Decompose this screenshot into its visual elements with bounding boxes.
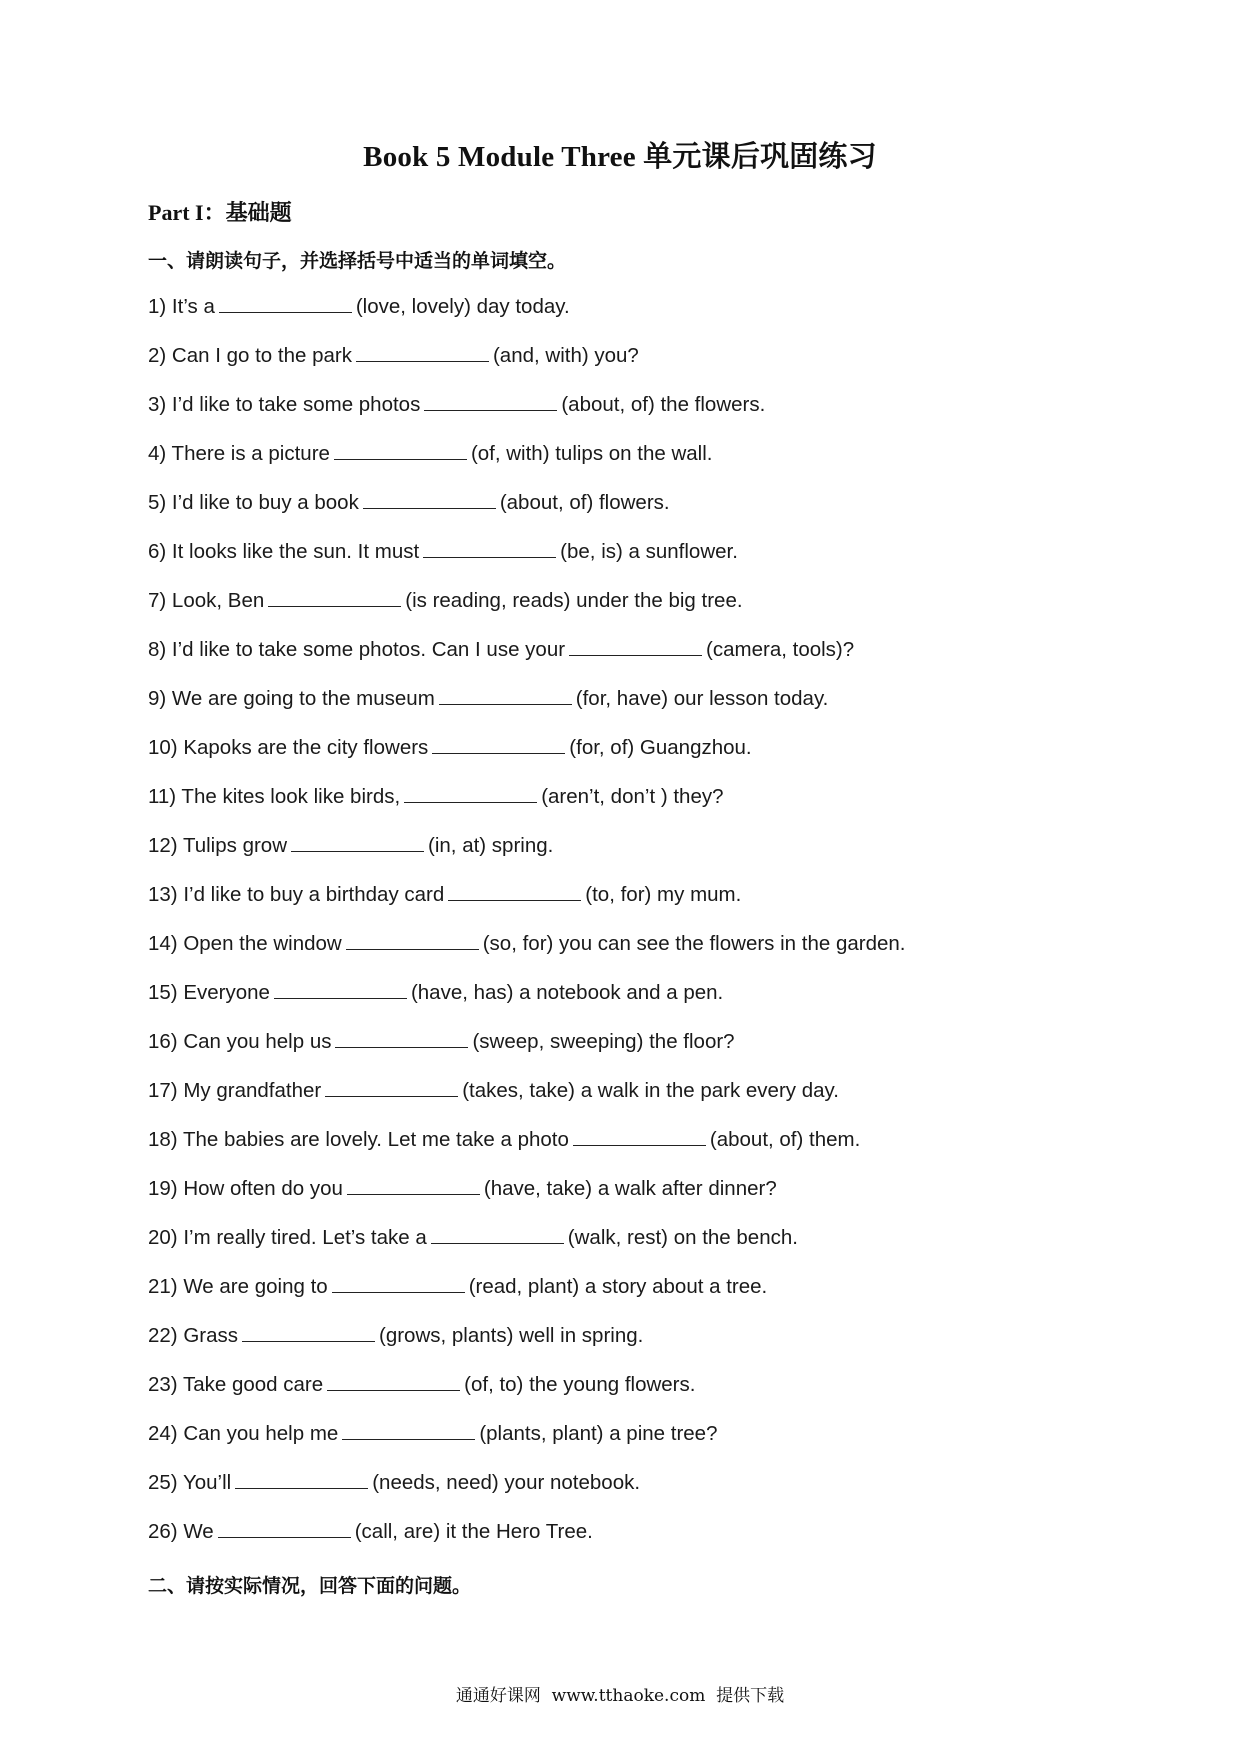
answer-blank[interactable] <box>274 978 407 999</box>
exercise-item <box>148 684 1148 733</box>
answer-blank[interactable] <box>432 733 565 754</box>
exercise-text-after: (needs, need) your notebook. <box>372 1471 641 1494</box>
exercise-text-after: (walk, rest) on the bench. <box>567 1226 798 1249</box>
exercise-text-before: 25) You’ll <box>148 1471 232 1494</box>
exercise-text-after: (have, has) a notebook and a pen. <box>410 981 724 1004</box>
exercise-text-after: (be, is) a sunflower. <box>560 540 738 563</box>
exercise-text-after: (plants, plant) a pine tree? <box>479 1422 718 1445</box>
exercise-item <box>148 880 1148 929</box>
exercise-item <box>148 341 1148 390</box>
exercise-text-after: (read, plant) a story about a tree. <box>468 1275 768 1298</box>
exercise-text-after: (of, with) tulips on the wall. <box>470 442 713 465</box>
exercise-text-before: 24) Can you help me <box>148 1422 339 1445</box>
exercise-text-after: (for, have) our lesson today. <box>575 687 829 710</box>
answer-blank[interactable] <box>334 439 467 460</box>
answer-blank[interactable] <box>342 1419 475 1440</box>
exercise-text-before: 18) The babies are lovely. Let me take a photo <box>148 1128 569 1151</box>
exercise-item <box>148 635 1148 684</box>
exercise-text-before: 20) I’m really tired. Let’s take a <box>148 1226 427 1249</box>
answer-blank[interactable] <box>347 1174 480 1195</box>
exercise-item <box>148 1076 1148 1125</box>
exercise-item <box>148 831 1148 880</box>
exercise-text-after: (takes, take) a walk in the park every day. <box>462 1079 839 1102</box>
exercise-item <box>148 1468 1148 1517</box>
exercise-text-after: (is reading, reads) under the big tree. <box>405 589 743 612</box>
answer-blank[interactable] <box>346 929 479 950</box>
exercise-text-before: 17) My grandfather <box>148 1079 322 1102</box>
exercise-text-before: 26) We <box>148 1520 214 1543</box>
exercise-text-after: (about, of) flowers. <box>499 491 670 514</box>
exercise-item <box>148 1517 1148 1566</box>
answer-blank[interactable] <box>363 488 496 509</box>
answer-blank[interactable] <box>439 684 572 705</box>
section-heading-fill-blanks: 一、请朗读句子，并选择括号中适当的单词填空。 <box>148 250 567 272</box>
exercise-text-before: 12) Tulips grow <box>148 834 288 857</box>
exercise-text-after: (aren’t, don’t ) they? <box>541 785 724 808</box>
answer-blank[interactable] <box>235 1468 368 1489</box>
answer-blank[interactable] <box>218 1517 351 1538</box>
exercise-text-before: 21) We are going to <box>148 1275 328 1298</box>
exercise-text-before: 14) Open the window <box>148 932 342 955</box>
answer-blank[interactable] <box>424 390 557 411</box>
exercise-text-before: 23) Take good care <box>148 1373 324 1396</box>
exercise-text-before: 4) There is a picture <box>148 442 330 465</box>
exercise-item <box>148 390 1148 439</box>
exercise-text-before: 7) Look, Ben <box>148 589 265 612</box>
exercise-item <box>148 488 1148 537</box>
exercise-text-after: (about, of) the flowers. <box>561 393 766 416</box>
exercise-text-after: (about, of) them. <box>709 1128 861 1151</box>
exercise-text-after: (grows, plants) well in spring. <box>379 1324 644 1347</box>
answer-blank[interactable] <box>423 537 556 558</box>
exercise-text-after: (to, for) my mum. <box>585 883 742 906</box>
answer-blank[interactable] <box>356 341 489 362</box>
exercise-item <box>148 1370 1148 1419</box>
exercise-item <box>148 1419 1148 1468</box>
exercise-item <box>148 292 1148 341</box>
exercise-text-after: (sweep, sweeping) the floor? <box>472 1030 735 1053</box>
exercise-item <box>148 537 1148 586</box>
answer-blank[interactable] <box>219 292 352 313</box>
answer-blank[interactable] <box>327 1370 460 1391</box>
exercise-text-before: 8) I’d like to take some photos. Can I use your <box>148 638 566 661</box>
exercise-item <box>148 733 1148 782</box>
answer-blank[interactable] <box>573 1125 706 1146</box>
exercise-text-before: 6) It looks like the sun. It must <box>148 540 420 563</box>
answer-blank[interactable] <box>325 1076 458 1097</box>
exercise-text-after: (have, take) a walk after dinner? <box>483 1177 777 1200</box>
exercise-text-before: 22) Grass <box>148 1324 238 1347</box>
exercise-item <box>148 782 1148 831</box>
exercise-item <box>148 439 1148 488</box>
answer-blank[interactable] <box>268 586 401 607</box>
exercise-item <box>148 978 1148 1027</box>
section-heading-answer-questions: 二、请按实际情况，回答下面的问题。 <box>148 1575 472 1597</box>
exercise-text-before: 16) Can you help us <box>148 1030 332 1053</box>
document-title: Book 5 Module Three 单元课后巩固练习 <box>363 141 877 173</box>
exercise-text-after: (call, are) it the Hero Tree. <box>354 1520 593 1543</box>
exercise-text-after: (so, for) you can see the flowers in the garden. <box>482 932 906 955</box>
exercise-item <box>148 1272 1148 1321</box>
exercise-text-before: 13) I’d like to buy a birthday card <box>148 883 445 906</box>
exercise-text-before: 2) Can I go to the park <box>148 344 352 367</box>
exercise-text-after: (for, of) Guangzhou. <box>569 736 752 759</box>
exercise-item <box>148 929 1148 978</box>
exercise-item <box>148 1027 1148 1076</box>
answer-blank[interactable] <box>332 1272 465 1293</box>
answer-blank[interactable] <box>404 782 537 803</box>
answer-blank[interactable] <box>291 831 424 852</box>
exercise-text-after: (and, with) you? <box>492 344 639 367</box>
exercise-item <box>148 1321 1148 1370</box>
answer-blank[interactable] <box>335 1027 468 1048</box>
answer-blank[interactable] <box>448 880 581 901</box>
exercise-list <box>148 292 1148 1566</box>
exercise-text-after: (in, at) spring. <box>428 834 554 857</box>
answer-blank[interactable] <box>569 635 702 656</box>
exercise-text-before: 5) I’d like to buy a book <box>148 491 359 514</box>
exercise-text-after: (love, lovely) day today. <box>355 295 570 318</box>
answer-blank[interactable] <box>242 1321 375 1342</box>
exercise-text-after: (camera, tools)? <box>706 638 855 661</box>
page-footer: 通通好课网 www.tthaoke.com 提供下载 <box>455 1686 785 1706</box>
exercise-text-before: 19) How often do you <box>148 1177 343 1200</box>
exercise-text-before: 15) Everyone <box>148 981 270 1004</box>
exercise-text-before: 9) We are going to the museum <box>148 687 435 710</box>
exercise-text-before: 1) It’s a <box>148 295 215 318</box>
part-heading: Part I：基础题 <box>148 200 292 225</box>
exercise-text-after: (of, to) the young flowers. <box>464 1373 696 1396</box>
exercise-item <box>148 586 1148 635</box>
answer-blank[interactable] <box>431 1223 564 1244</box>
exercise-item <box>148 1223 1148 1272</box>
exercise-text-before: 3) I’d like to take some photos <box>148 393 421 416</box>
exercise-text-before: 11) The kites look like birds, <box>148 785 401 808</box>
exercise-text-before: 10) Kapoks are the city flowers <box>148 736 429 759</box>
exercise-item <box>148 1125 1148 1174</box>
exercise-item <box>148 1174 1148 1223</box>
